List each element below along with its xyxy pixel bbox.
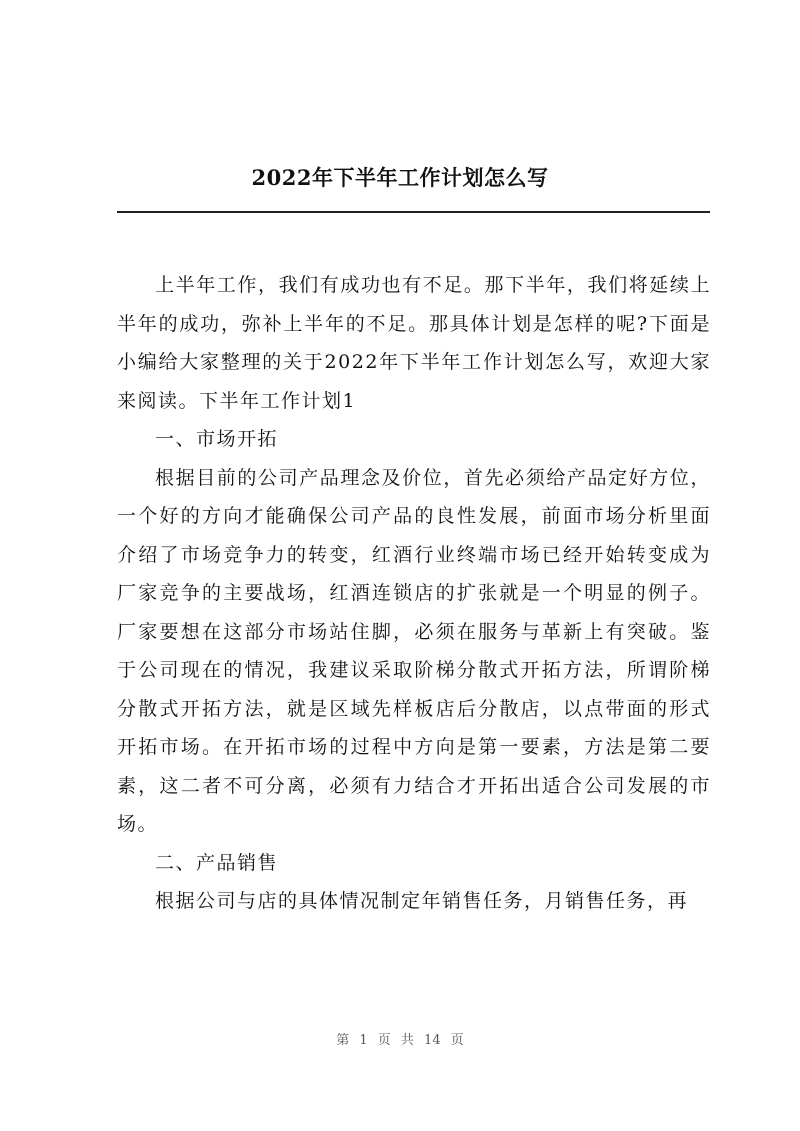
paragraph-market: 根据目前的公司产品理念及价位，首先必须给产品定好方位，一个好的方向才能确保公司产品的良性发展，前面市场分析里面介绍了市场竞争力的转变，红酒行业终端市场已经开始转变成为厂家竞争的主要战场，红酒连锁店的扩张就是一个明显的例子。厂家要想在这部分市场站住脚，必须在服务与革新上有突破。鉴于公司现在的情况，我建议采取阶梯分散式开拓方法，所谓阶梯分散式开拓方法，就是区域先样板店后分散店，以点带面的形式开拓市场。在开拓市场的过程中方向是第一要素，方法是第二要素，这二者不可分离，必须有力结合才开拓出适合公司发展的市场。 — [117, 466, 711, 835]
page-title: 2022年下半年工作计划怎么写 — [251, 165, 549, 190]
paragraph-sales: 根据公司与店的具体情况制定年销售任务，月销售任务，再 — [155, 890, 689, 912]
title-divider — [117, 211, 710, 213]
section-heading-market: 一、市场开拓 — [155, 428, 279, 450]
page-footer: 第 1 页 共 14 页 — [336, 1033, 464, 1048]
section-heading-sales: 二、产品销售 — [155, 851, 279, 874]
document-body — [117, 266, 711, 921]
paragraph-intro: 上半年工作，我们有成功也有不足。那下半年，我们将延续上半年的成功，弥补上半年的不足。那具体计划是怎样的呢?下面是小编给大家整理的关于2022年下半年工作计划怎么写，欢迎大家来阅读。下半年工作计划1 — [117, 274, 711, 412]
